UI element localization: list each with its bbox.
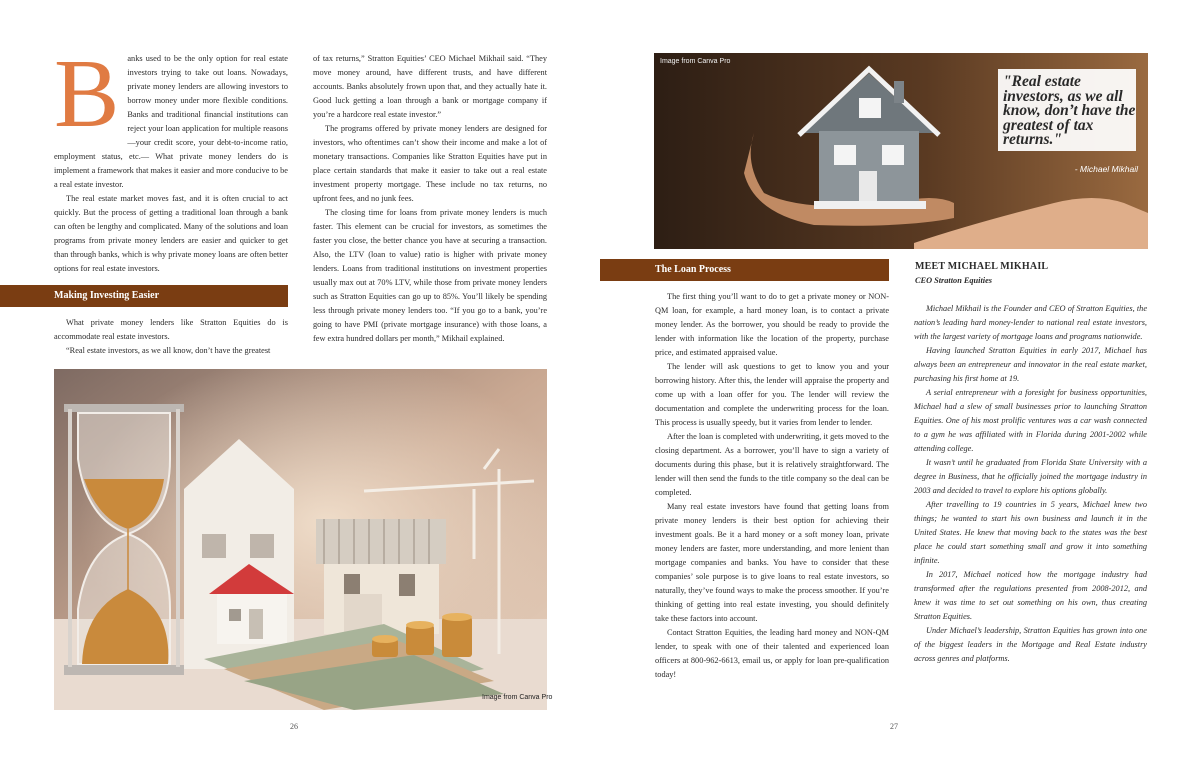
bio-heading: MEET MICHAEL MIKHAIL [915, 261, 1049, 272]
hourglass-houses-image [54, 369, 547, 710]
left-column-2 [313, 52, 547, 346]
image-credit-right: Image from Canva Pro [660, 58, 731, 65]
loan-process-column [655, 290, 889, 682]
left-column-1 [54, 40, 288, 276]
bio-paragraph: Michael Mikhail is the Founder and CEO of Stratton Equities, the nation’s leading hard money-lender to national real estate investors, with the largest variety of mortgage loans and programs nationwide. [914, 304, 1147, 341]
dropcap-letter: B [54, 40, 120, 148]
body-paragraph: The closing time for loans from private money lenders is much faster. This element can be crucial for investors, as sometimes the faster you close, the better chance you have at securing a transaction. Also, the LTV (loan to value) ratio is higher with private money lenders. Loans from traditional institutions on investment properties usually max out at 70% LTV, while those from private money lenders such as Stratton Equities can go up to 85%. You’ll likely be spending less through private money lenders too. “If you go to a bank, you’re going to have PMI (private mortgage insurance) with those loans, a few extra hundred dollars per month,” Mikhail explained. [313, 208, 547, 343]
page-number-right: 27 [890, 722, 898, 731]
bio-paragraph: A serial entrepreneur with a foresight for business opportunities, Michael had a slew of small businesses prior to launching Stratton Equities. One of his most prolific ventures was a car wash connected to a gym he was affiliated with in Florida during 2001-2002 while attending college. [914, 388, 1147, 453]
bio-paragraph: After travelling to 19 countries in 5 years, Michael knew two things; he wanted to start his own business and launch it in the United States. He knew that moving back to the states was the best place he could start something small and grow it into something infinite. [914, 500, 1147, 565]
body-paragraph: The real estate market moves fast, and it is often crucial to act quickly. But the process of getting a traditional loan through a bank can often be lengthy and complicated. Many of the solutions and loan programs from private money lenders are easier and quicker to get than through banks, which is why private money loans are often better options for real estate investors. [54, 194, 288, 273]
body-paragraph: Many real estate investors have found that getting loans from private money lenders is their best option for achieving their investment goals. Be it a hard money or a soft money loan, private money lenders are faster, more understanding, and more lenient than mortgage companies and banks. You have to consider that these companies’ sole purpose is to give loans to real estate investors, so naturally, they’ve found ways to make the process smoother. If you’re thinking of getting into real estate investing, you should definitely take these factors into account. [655, 502, 889, 623]
body-paragraph: The first thing you’ll want to do to get a private money or NON-QM loan, for example, a hard money loan, is to contact a private money lender. As the borrower, you should be ready to provide the lender with information like the location of the property, purchase price, and estimated appraised value. [655, 292, 889, 357]
body-paragraph: The lender will ask questions to get to know you and your borrowing history. After this, the lender will appraise the property and come up with a loan offer for you. The lender will review the documentation and complete the underwriting process for the loan. This process is usually speedy, but it varies from lender to lender. [655, 362, 889, 427]
section-heading-making-investing-easier: Making Investing Easier [0, 285, 288, 307]
image-credit-left: Image from Canva Pro [482, 694, 553, 701]
bio-paragraph: Under Michael’s leadership, Stratton Equities has grown into one of the biggest leaders in the Mortgage and Real Estate industry across genres and platforms. [914, 626, 1147, 663]
bio-subheading: CEO Stratton Equities [915, 276, 993, 285]
body-paragraph: anks used to be the only option for real estate investors trying to take out loans. Nowadays, private money lenders are allowing investors to borrow money under more flexible conditions. Banks and traditional financial institutions can reject your loan application for multiple reasons—your credit score, your debt-to-income ratio, employment status, etc.— What private money lenders do is implement a framework that makes it easier and more conducive to be a real estate investor. [54, 54, 288, 189]
bio-paragraph: It wasn’t until he graduated from Florida State University with a degree in Business, that he officially joined the mortgage industry in 2003 and decided to travel to explore his options globally. [914, 458, 1147, 495]
bio-column [914, 302, 1147, 666]
body-paragraph: The programs offered by private money lenders are designed for investors, who oftentimes can’t show their income and make a lot of monetary transactions. Companies like Stratton Equities have put in place certain standards that make it easier to take out a real estate investment property mortgage. These include no tax returns, no upfront fees, and no junk fees. [313, 124, 547, 203]
section-heading-loan-process: The Loan Process [600, 259, 889, 281]
body-paragraph: What private money lenders like Stratton Equities do is accommodate real estate investors. [54, 318, 288, 341]
pull-quote-attribution: - Michael Mikhail [1074, 164, 1138, 174]
pull-quote: "Real estate investors, as we all know, don’t have the greatest of tax returns." [1003, 73, 1136, 148]
body-paragraph: Contact Stratton Equities, the leading hard money and NON-QM lender, to speak with one of their talented and experienced loan officers at 800-962-6613, email us, or apply for loan pre-qualification today! [655, 628, 889, 679]
bio-paragraph: Having launched Stratton Equities in early 2017, Michael has always been an entrepreneur and innovator in the real estate market, purchasing his first home at 19. [914, 346, 1147, 383]
left-column-1-continued [54, 316, 288, 358]
bio-paragraph: In 2017, Michael noticed how the mortgage industry had transformed after the regulations presented from 2008-2012, and knew it was time to set out something on his own, thus creating Stratton Equities. [914, 570, 1147, 621]
page-number-left: 26 [290, 722, 298, 731]
body-paragraph: After the loan is completed with underwriting, it gets moved to the closing department. As a borrower, you’ll have to sign a variety of documents during this phase, but it is relatively straightforward. The lender will then send the funds to the title company so the deal can be completed. [655, 432, 889, 497]
body-paragraph: “Real estate investors, as we all know, don’t have the greatest [66, 346, 271, 355]
hourglass-houses-photo [54, 369, 547, 710]
body-paragraph: of tax returns,” Stratton Equities’ CEO Michael Mikhail said. “They move money around, have different trusts, and have different accounts. Banks absolutely frown upon that, and they actually hate it. Good luck getting a loan through a bank or mortgage company if you’re a hardcore real estate investor.” [313, 54, 547, 119]
